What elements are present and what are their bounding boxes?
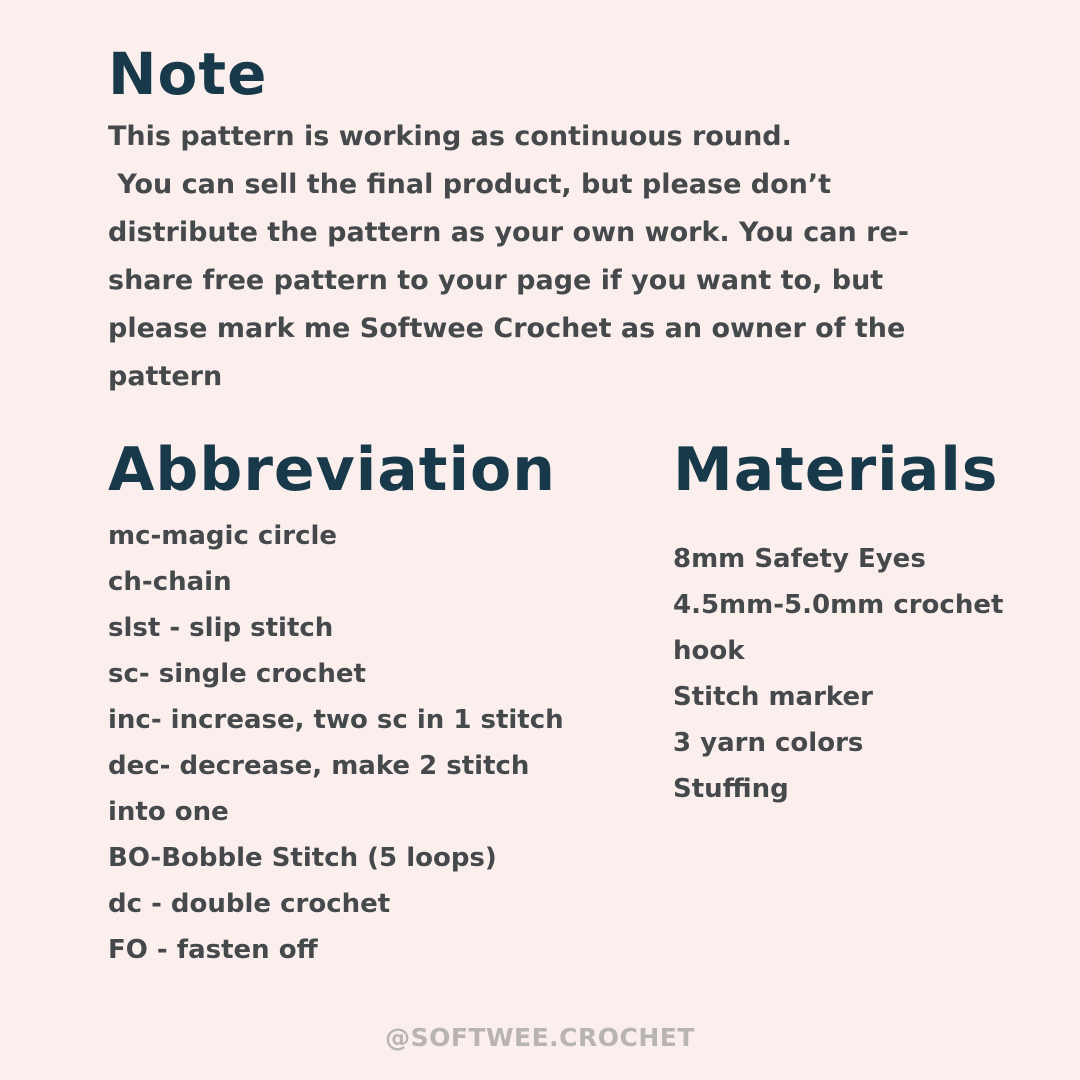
materials-heading: Materials <box>673 435 999 505</box>
list-item: into one <box>108 797 229 827</box>
list-item: 3 yarn colors <box>673 728 864 758</box>
list-item: FO - fasten off <box>108 935 318 965</box>
list-item: slst - slip stitch <box>108 613 334 643</box>
credit-handle: @SOFTWEE.CROCHET <box>385 1023 695 1052</box>
note-paragraph <box>108 113 909 401</box>
list-item: ch-chain <box>108 567 232 597</box>
list-item: mc-magic circle <box>108 521 338 551</box>
note-line: share free pattern to your page if you want to, but <box>108 265 884 296</box>
note-line: please mark me Softwee Crochet as an owner of the <box>108 313 906 344</box>
note-line: This pattern is working as continuous round. <box>108 121 792 152</box>
list-item: 8mm Safety Eyes <box>673 544 926 574</box>
abbreviation-list <box>108 513 564 973</box>
note-line: distribute the pattern as your own work. You can re- <box>108 217 909 248</box>
list-item: inc- increase, two sc in 1 stitch <box>108 705 564 735</box>
list-item: 4.5mm-5.0mm crochet <box>673 590 1004 620</box>
note-line: pattern <box>108 361 223 392</box>
abbreviation-heading: Abbreviation <box>108 435 556 505</box>
list-item: Stitch marker <box>673 682 873 712</box>
list-item: BO-Bobble Stitch (5 loops) <box>108 843 497 873</box>
list-item: dc - double crochet <box>108 889 391 919</box>
materials-list <box>673 536 1003 812</box>
list-item: sc- single crochet <box>108 659 366 689</box>
note-line: You can sell the final product, but please don’t <box>108 169 832 200</box>
list-item: dec- decrease, make 2 stitch <box>108 751 530 781</box>
list-item: hook <box>673 636 745 666</box>
list-item: Stuffing <box>673 774 789 804</box>
note-heading: Note <box>108 40 268 108</box>
